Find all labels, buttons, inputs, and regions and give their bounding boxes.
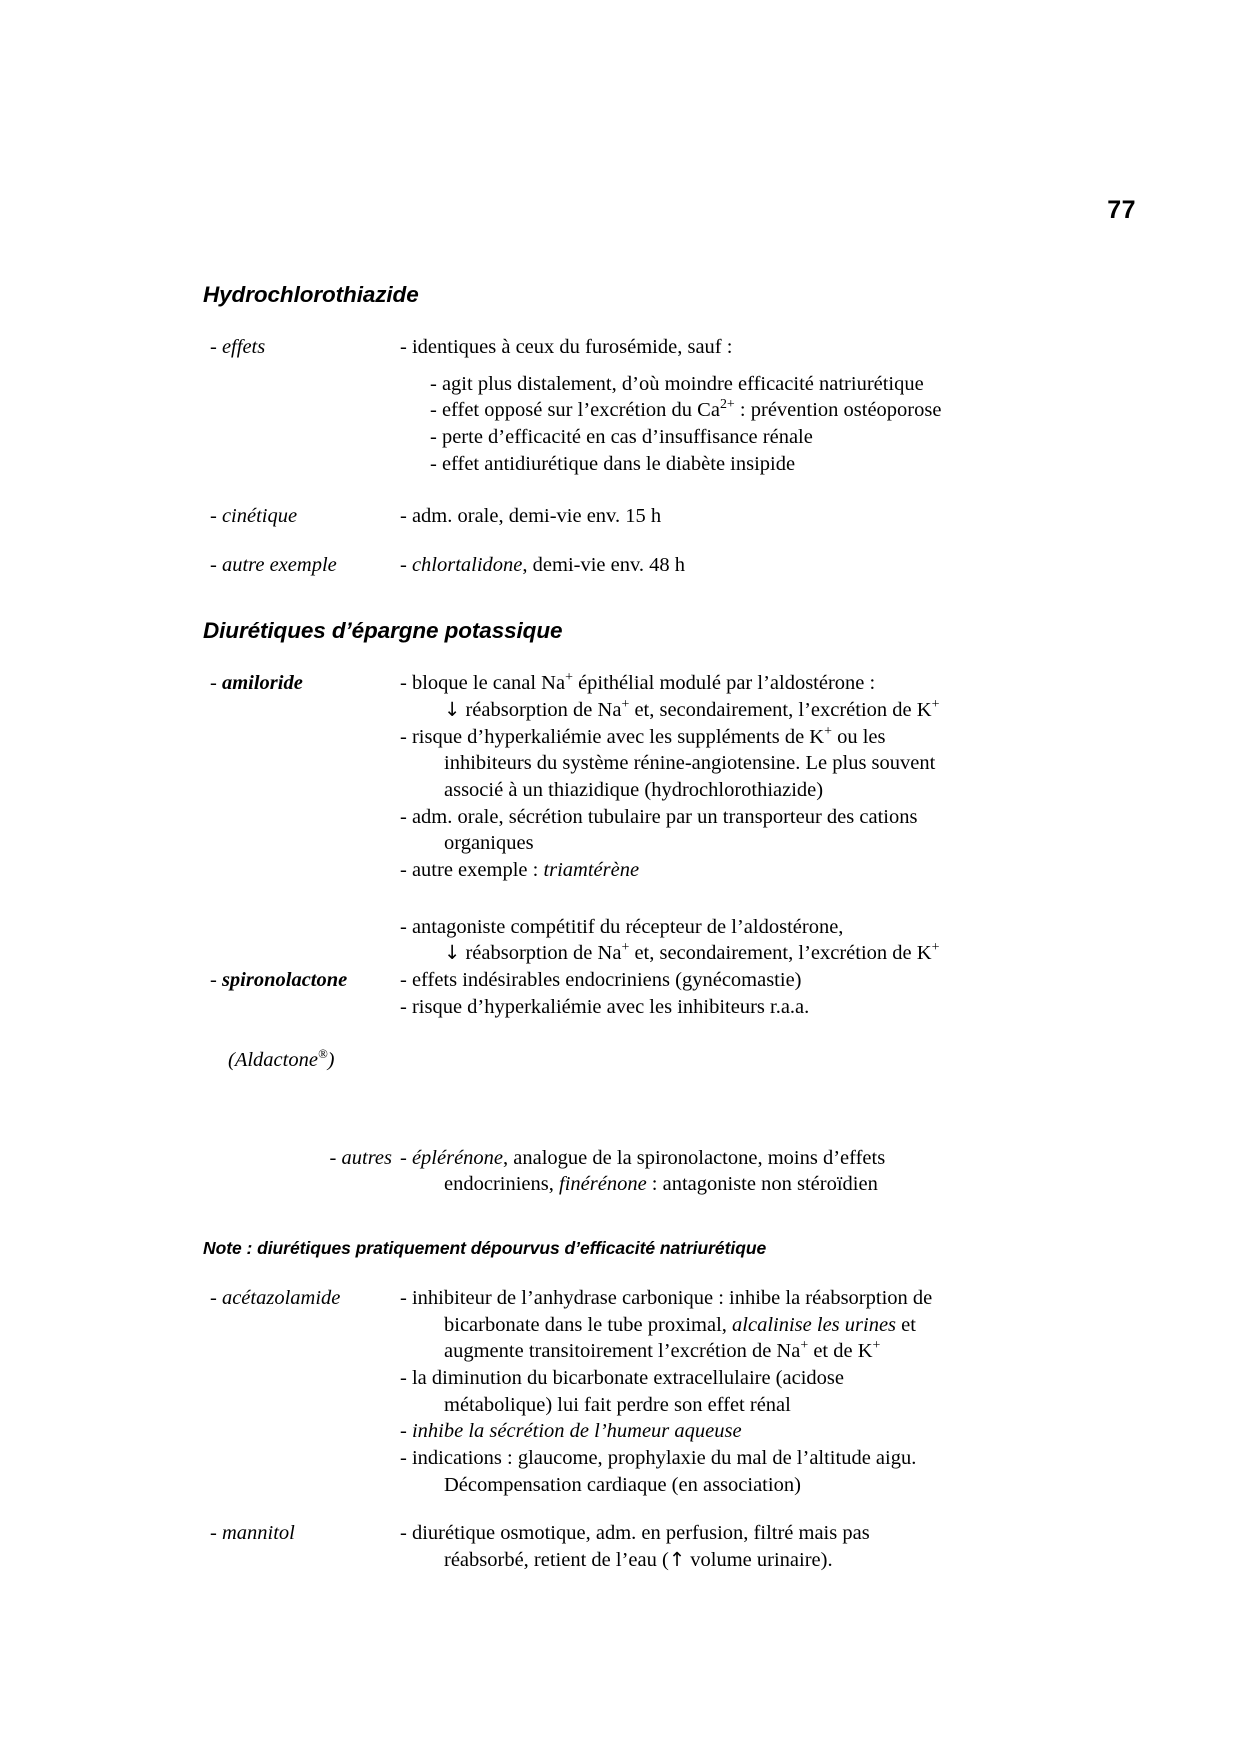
mannitol-line-1: - diurétique osmotique, adm. en perfusion, filtré mais pas: [400, 1522, 870, 1545]
label-effets: - effets: [210, 336, 266, 358]
autre-exemple-line: [400, 552, 1181, 579]
label-amiloride: [0, 670, 400, 697]
amiloride-line-6: - adm. orale, sécrétion tubulaire par un transporteur des cations: [400, 805, 918, 828]
emphasis-text: alcalinise les urines: [732, 1313, 897, 1336]
body-cinetique: [400, 503, 1241, 530]
charge-superscript: +: [931, 940, 940, 956]
row-acetazolamide: [0, 1285, 1241, 1498]
acz-line-8: Décompensation cardiaque (en association): [444, 1473, 801, 1496]
spiro-line-2: [400, 940, 1181, 967]
amiloride-line-2: [400, 697, 1181, 724]
page-number: 77: [1107, 196, 1136, 224]
bullet-dash: -: [210, 968, 222, 991]
acz-line-1: - inhibiteur de l’anhydrase carbonique : inhibe la réabsorption de: [400, 1287, 933, 1310]
sub-item: - effet antidiurétique dans le diabète insipide: [430, 452, 796, 475]
down-arrow-icon: ↓: [444, 941, 461, 965]
sub-item: [430, 397, 1181, 424]
sub-item-text-tail: : prévention ostéoporose: [734, 399, 942, 422]
body-acetazolamide: [400, 1285, 1241, 1498]
row-amiloride: [0, 670, 1241, 883]
acz-l3-b: et de K: [808, 1340, 873, 1363]
label-spironolactone-brand: [210, 1047, 400, 1074]
body-autres: [400, 1145, 1241, 1198]
row-mannitol: [0, 1520, 1241, 1573]
emphasis-text: inhibe la sécrétion de l’humeur aqueuse: [411, 1420, 742, 1443]
body-amiloride: [400, 670, 1241, 883]
amiloride-l2-b: et, secondairement, l’excrétion de K: [629, 699, 932, 722]
body-effets: [400, 334, 1241, 477]
charge-superscript: +: [824, 723, 832, 739]
drug-name: chlortalidone: [411, 553, 523, 576]
label-acetazolamide: - acétazolamide: [210, 1287, 341, 1310]
amiloride-l3-b: ou les: [831, 725, 886, 748]
acz-l2-b: et: [896, 1313, 916, 1336]
amiloride-l3-a: - risque d’hyperkaliémie avec les suppléments de K: [400, 725, 825, 748]
body-spironolactone: [400, 914, 1241, 1021]
charge-superscript: +: [800, 1338, 809, 1354]
heading-epargne-potassique: Diurétiques d’épargne potassique: [203, 618, 563, 644]
down-arrow-icon: ↓: [444, 698, 461, 722]
acz-line-6: [400, 1418, 1181, 1445]
label-autre-exemple: - autre exemple: [210, 553, 337, 576]
registered-trademark-icon: ®: [317, 1046, 328, 1061]
charge-superscript: +: [621, 697, 630, 713]
row-cinetique: [0, 503, 1241, 530]
row-autres: [0, 1145, 1241, 1198]
autres-l1-rest: , analogue de la spironolactone, moins d’effets: [503, 1146, 886, 1169]
drug-name: éplérénone: [411, 1146, 504, 1169]
charge-superscript: +: [621, 940, 630, 956]
brand-name: (Aldactone: [228, 1048, 318, 1071]
charge-superscript: +: [872, 1338, 881, 1354]
charge-superscript: +: [931, 697, 940, 713]
mannitol-l2-a: réabsorbé, retient de l’eau (: [444, 1548, 669, 1571]
label-spironolactone-text: spironolactone: [221, 968, 348, 991]
body-autre-exemple: [400, 552, 1241, 579]
charge-superscript: 2+: [719, 397, 735, 413]
label-mannitol: - mannitol: [210, 1522, 295, 1545]
heading-note: Note : diurétiques pratiquement dépourvus d’efficacité natriurétique: [203, 1238, 767, 1259]
row-spironolactone: [0, 914, 1241, 1127]
amiloride-line-4: inhibiteurs du système rénine-angiotensine. Le plus souvent: [444, 752, 936, 775]
amiloride-l2-a: réabsorption de Na: [460, 699, 622, 722]
effets-line: - identiques à ceux du furosémide, sauf :: [400, 336, 733, 358]
up-arrow-icon: ↑: [668, 1547, 686, 1571]
label-autres: - autres: [329, 1146, 392, 1169]
charge-superscript: +: [565, 670, 573, 686]
autres-line-1: [400, 1145, 1181, 1172]
brand-name-close: ): [327, 1048, 335, 1071]
amiloride-line-3: [400, 724, 1181, 751]
row-effets: [0, 334, 1241, 477]
drug-name: triamtérène: [543, 858, 640, 881]
row-autre-exemple: [0, 552, 1241, 579]
acz-line-3: [400, 1338, 1181, 1365]
acz-line-5: métabolique) lui fait perdre son effet rénal: [444, 1393, 791, 1416]
amiloride-l8-a: - autre exemple :: [400, 858, 544, 881]
amiloride-line-1: [400, 670, 1181, 697]
drug-name: finérénone: [559, 1173, 647, 1196]
label-spironolactone-line1: [210, 967, 400, 994]
mannitol-l2-b: volume urinaire).: [685, 1548, 833, 1571]
spiro-l2-b: et, secondairement, l’excrétion de K: [629, 942, 932, 965]
heading-hydrochlorothiazide: Hydrochlorothiazide: [203, 282, 419, 307]
bullet-dash: -: [400, 1146, 412, 1169]
label-spironolactone: [0, 914, 400, 1127]
label-amiloride-text: amiloride: [221, 672, 303, 695]
acz-l3-a: augmente transitoirement l’excrétion de Na: [444, 1340, 801, 1363]
bullet-dash: -: [400, 553, 412, 576]
autres-l2-b: : antagoniste non stéroïdien: [646, 1173, 878, 1196]
body-mannitol: [400, 1520, 1241, 1573]
sub-item: - perte d’efficacité en cas d’insuffisance rénale: [430, 425, 813, 448]
spiro-l2-a: réabsorption de Na: [460, 942, 622, 965]
bullet-dash: -: [210, 672, 222, 695]
acz-l2-a: bicarbonate dans le tube proximal,: [444, 1313, 733, 1336]
acz-line-2: [400, 1312, 1181, 1339]
sub-item-text: - effet opposé sur l’excrétion du Ca: [430, 399, 720, 422]
amiloride-line-5: associé à un thiazidique (hydrochlorothiazide): [444, 779, 824, 802]
autre-exemple-tail: , demi-vie env. 48 h: [522, 553, 686, 576]
amiloride-line-8: [400, 857, 1181, 884]
label-cinetique: - cinétique: [210, 505, 298, 528]
sub-item: - agit plus distalement, d’où moindre efficacité natriurétique: [430, 372, 924, 395]
spiro-line-4: - risque d’hyperkaliémie avec les inhibiteurs r.a.a.: [400, 995, 810, 1018]
spiro-line-3: - effets indésirables endocriniens (gynécomastie): [400, 968, 802, 991]
autres-line-2: [400, 1171, 1181, 1198]
cinetique-line: - adm. orale, demi-vie env. 15 h: [400, 505, 662, 528]
amiloride-line-7: organiques: [444, 832, 534, 855]
acz-line-7: - indications : glaucome, prophylaxie du mal de l’altitude aigu.: [400, 1446, 917, 1469]
amiloride-l1-a: - bloque le canal Na: [400, 672, 566, 695]
page-content: [0, 282, 1241, 1573]
acz-line-4: - la diminution du bicarbonate extracellulaire (acidose: [400, 1366, 844, 1389]
mannitol-line-2: [400, 1547, 1181, 1574]
autres-l2-a: endocriniens,: [444, 1173, 559, 1196]
amiloride-l1-b: épithélial modulé par l’aldostérone :: [572, 672, 876, 695]
spiro-line-1: - antagoniste compétitif du récepteur de l’aldostérone,: [400, 915, 844, 938]
bullet-dash: -: [400, 1420, 412, 1443]
effets-sublist: [400, 371, 1181, 478]
